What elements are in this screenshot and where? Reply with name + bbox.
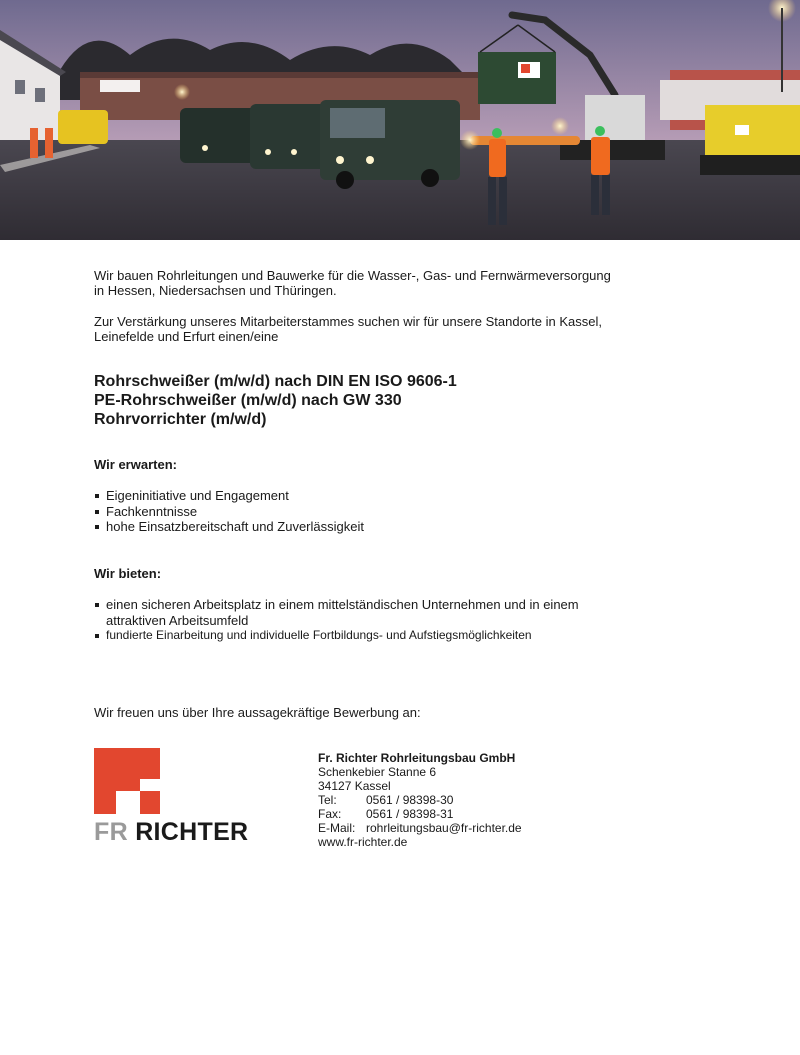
logo-richter: RICHTER (135, 818, 249, 846)
list-item: Eigeninitiative und Engagement (94, 488, 364, 504)
logo-mark-icon (94, 748, 162, 816)
offer-list (94, 597, 579, 644)
company-name: Fr. Richter Rohrleitungsbau GmbH (318, 751, 516, 765)
city: 34127 Kassel (318, 779, 391, 793)
email-link[interactable]: rohrleitungsbau@fr-richter.de (366, 821, 522, 835)
logo-wordmark (94, 820, 248, 845)
phone-number[interactable]: 0561 / 98398-30 (366, 793, 454, 807)
list-item: fundierte Einarbeitung und individuelle Fortbildungs- und Aufstiegsmöglichkeiten (94, 628, 579, 644)
position-title-3: Rohrvorrichter (m/w/d) (94, 411, 267, 428)
logo-fr: FR (94, 818, 128, 846)
fr-richter-logo (94, 748, 264, 844)
construction-yard-image (0, 0, 800, 240)
email-label: E-Mail: (318, 821, 356, 835)
list-item: Fachkenntnisse (94, 504, 364, 520)
hero-photo (0, 0, 800, 240)
fax-row (318, 807, 522, 821)
expect-list (94, 488, 364, 535)
expect-heading: Wir erwarten: (94, 457, 177, 472)
offer-item-1-line-1: einen sicheren Arbeitsplatz in einem mittelständischen Unternehmen und in einem (106, 597, 579, 612)
position-title-1: Rohrschweißer (m/w/d) nach DIN EN ISO 9606-1 (94, 373, 457, 390)
website-link[interactable]: www.fr-richter.de (318, 835, 408, 849)
intro-line-2: in Hessen, Niedersachsen und Thüringen. (94, 283, 337, 298)
phone-label: Tel: (318, 793, 337, 807)
offer-heading: Wir bieten: (94, 566, 162, 581)
phone-row (318, 793, 522, 807)
position-title-2: PE-Rohrschweißer (m/w/d) nach GW 330 (94, 392, 402, 409)
list-item (94, 597, 579, 628)
street: Schenkebier Stanne 6 (318, 765, 437, 779)
intro-line-1: Wir bauen Rohrleitungen und Bauwerke für die Wasser-, Gas- und Fernwärmeversorgung (94, 268, 611, 283)
closing-line: Wir freuen uns über Ihre aussagekräftige Bewerbung an: (94, 705, 421, 720)
fax-label: Fax: (318, 807, 342, 821)
intro-line-4: Leinefelde und Erfurt einen/eine (94, 329, 279, 344)
contact-block (318, 751, 522, 849)
fax-number: 0561 / 98398-31 (366, 807, 454, 821)
offer-item-1-line-2: attraktiven Arbeitsumfeld (106, 612, 249, 628)
intro-line-3: Zur Verstärkung unseres Mitarbeiterstammes suchen wir für unsere Standorte in Kassel, (94, 314, 602, 329)
email-row (318, 821, 522, 835)
list-item: hohe Einsatzbereitschaft und Zuverlässigkeit (94, 519, 364, 535)
